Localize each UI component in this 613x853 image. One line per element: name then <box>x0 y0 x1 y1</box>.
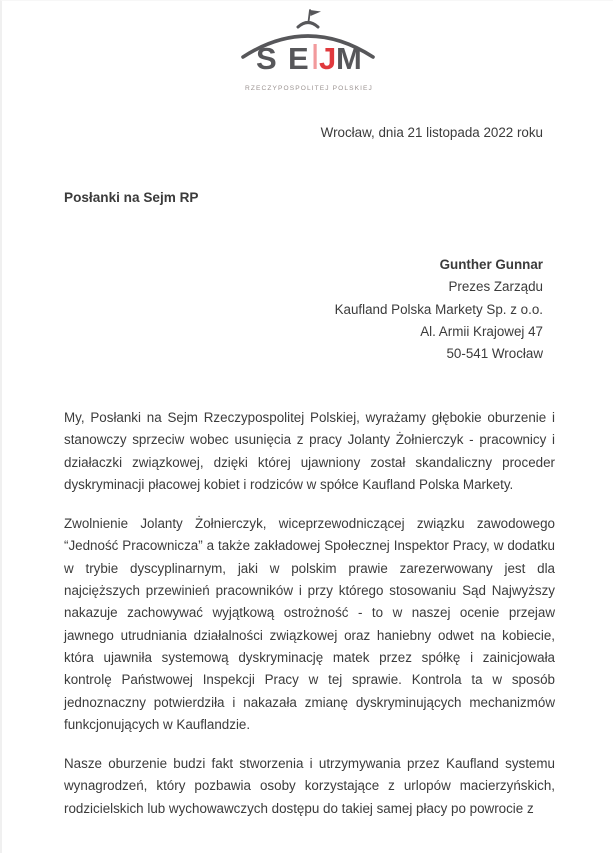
recipient-company: Kaufland Polska Markety Sp. z o.o. <box>334 301 543 317</box>
body-paragraph: My, Posłanki na Sejm Rzeczypospolitej Polskiej, wyrażamy głębokie oburzenie i stanowczy sprzeciw wobec usunięcia z pracy Jolanty Żołnierczyk - pracownicy i działaczki związkowej, dzięki której ujawniony został skandaliczny proceder dyskryminacji płacowej kobiet i rodziców w spółce Kaufland Polska Markety. <box>64 410 555 492</box>
flag-icon <box>308 10 321 22</box>
letter-body <box>64 407 555 837</box>
recipient-street: Al. Armii Krajowej 47 <box>420 323 543 339</box>
recipient-name: Gunther Gunnar <box>439 257 543 272</box>
recipient-city: 50-541 Wrocław <box>446 346 543 362</box>
logo-red-stripe <box>313 44 316 69</box>
body-paragraph: Nasze oburzenie budzi fakt stworzenia i utrzymywania przez Kaufland systemu wynagrodzeń, który pozbawia osoby korzystające z urlopów macierzyńskich, rodzicielskich lub wychowawczych dostępu do takiej samej płacy po powrocie z <box>64 756 555 816</box>
logo-subtitle: RZECZYPOSPOLITEJ POLSKIEJ <box>244 85 373 92</box>
sender-heading: Posłanki na Sejm RP <box>64 190 199 205</box>
logo-letter-e: E <box>287 41 309 76</box>
sejm-logo <box>233 7 383 99</box>
recipient-title: Prezes Zarządu <box>448 279 543 295</box>
logo-letter-s: S <box>255 41 277 76</box>
logo-letter-m: M <box>335 41 362 76</box>
logo-letter-j: J <box>318 41 336 76</box>
dome-cupola-icon <box>298 23 318 28</box>
dateline: Wrocław, dnia 21 listopada 2022 roku <box>320 125 543 140</box>
recipient-block <box>335 254 543 365</box>
body-paragraph: Zwolnienie Jolanty Żołnierczyk, wiceprzewodniczącej związku zawodowego “Jedność Pracownicza” a także zakładowej Społecznej Inspektor Pracy, w dodatku w trybie dyscyplinarnym, jaki w polskim prawie zarezerwowany jest dla najcięższych przewinień pracowników i przy którego stosowaniu Sąd Najwyższy nakazuje zachowywać wyjątkową ostrożność - to w naszej ocenie przejaw jawnego utrudniania działalności związkowej oraz haniebny odwet na kobiecie, która ujawniła systemową dyskryminację matek przez spółkę i zainicjowała kontrolę Państwowej Inspekcji Pracy w tej sprawie. Kontrola ta w sposób jednoznaczny potwierdziła i nakazała zmianę dyskryminujących mechanizmów funkcjonujących w Kauflandzie. <box>64 516 555 732</box>
